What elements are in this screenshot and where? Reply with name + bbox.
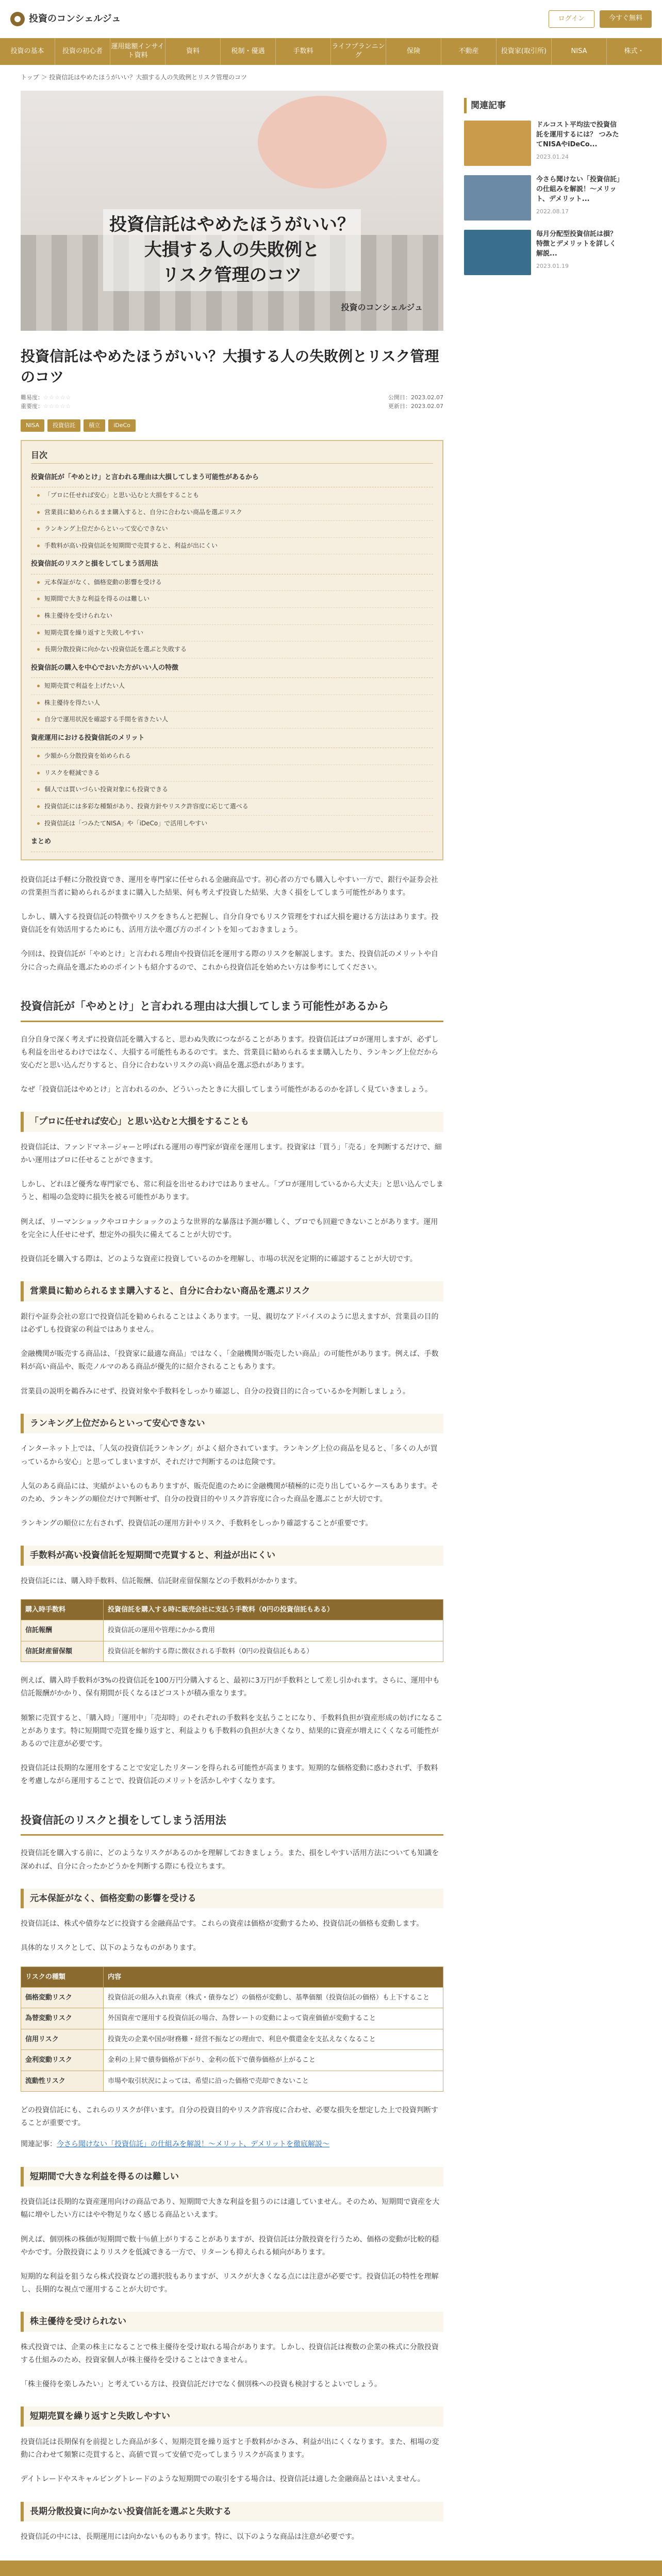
nav-item[interactable]: 税制・優遇 bbox=[221, 38, 276, 65]
subsection-heading: 元本保証がなく、価格変動の影響を受ける bbox=[21, 1889, 443, 1909]
toc-heading-link[interactable]: 投資信託が「やめとけ」と言われる理由は大損してしまう可能性があるから bbox=[31, 468, 433, 487]
nav-item[interactable]: 投資家(取引所) bbox=[496, 38, 552, 65]
table-row bbox=[21, 2071, 443, 2091]
table-header: 投資信託を購入する時に販売会社に支払う手数料（0円の投資信託もある） bbox=[104, 1600, 443, 1620]
toc-subheading-link[interactable]: 長期分散投資に向かない投資信託を選ぶと失敗する bbox=[31, 641, 433, 658]
paragraph: しかし、購入する投資信託の特徴やリスクをきちんと把握し、自分自身でもリスク管理をすれば大損を避ける方法はあります。投資信託を有効活用するためにも、活用方法や選び方のポイントを知っておきましょう。 bbox=[21, 912, 439, 935]
toc-heading-link[interactable]: まとめ bbox=[31, 832, 433, 852]
tag-list bbox=[21, 419, 443, 432]
table-cell: 流動性リスク bbox=[21, 2071, 104, 2091]
hero-image bbox=[21, 91, 443, 331]
table-cell: 金利の上昇で債券価格が下がり、金利の低下で債券価格が上がること bbox=[104, 2050, 443, 2071]
paragraph: なぜ「投資信託はやめとけ」と言われるのか、どういったときに大損してしまう可能性があるのかを詳しく見ていきましょう。 bbox=[21, 1086, 432, 1094]
table-cell: 外国資産で運用する投資信託の場合、為替レートの変動によって資産価値が変動すること bbox=[104, 2008, 443, 2029]
toc-subheading-link[interactable]: 個人では買いづらい投資対象にも投資できる bbox=[31, 782, 433, 799]
subsection-heading: 営業員に勧められるまま購入すると、自分に合わない商品を選ぶリスク bbox=[21, 1281, 443, 1301]
table-header: 購入時手数料 bbox=[21, 1600, 104, 1620]
toc-subheading-link[interactable]: 少額から分散投資を始められる bbox=[31, 748, 433, 765]
toc-heading-link[interactable]: 資産運用における投資信託のメリット bbox=[31, 728, 433, 748]
subsection-heading: 短期間で大きな利益を得るのは難しい bbox=[21, 2167, 443, 2187]
logo-mark-icon bbox=[10, 12, 25, 26]
paragraph: インターネット上では、「人気の投資信託ランキング」がよく紹介されています。ランキング上位の商品を見ると、「多くの人が買っているから安心」と思ってしまいますが、それだけで判断するのは危険です。 bbox=[21, 1445, 438, 1466]
table-cell: 投資信託の運用や管理にかかる費用 bbox=[104, 1620, 443, 1641]
toc-subheading-link[interactable]: 営業員に勧められるまま購入すると、自分に合わない商品を選ぶリスク bbox=[31, 504, 433, 521]
table-cell: 価格変動リスク bbox=[21, 1988, 104, 2008]
article-thumbnail[interactable] bbox=[464, 230, 531, 275]
paragraph: 人気のある商品には、実績がよいものもありますが、販売促進のために金融機関が積極的に売り出しているケースもあります。そのため、ランキングの順位だけで判断せず、自分の投資目的やリスク許容度に合った商品を選ぶことが大切です。 bbox=[21, 1482, 439, 1503]
difficulty-label: 難易度： bbox=[21, 394, 43, 401]
tag[interactable]: NISA bbox=[21, 419, 44, 432]
tag[interactable]: 投資信託 bbox=[47, 419, 80, 432]
paragraph: 投資信託は長期的な資産運用向けの商品であり、短期間で大きな利益を狙うのには適していません。そのため、短期間で資産を大幅に増やしたい方にはやや物足りなく感じる商品といえます。 bbox=[21, 2198, 440, 2219]
card-title[interactable]: ドルコスト平均法で投資信託を運用するには？ つみたてNISAやiDeCo... bbox=[536, 121, 619, 148]
paragraph: 投資信託の中には、長期運用には向かないものもあります。特に、以下のような商品は注意が必要です。 bbox=[21, 2533, 359, 2541]
paragraph: 投資信託は手軽に分散投資でき、運用を専門家に任せられる金融商品です。初心者の方でも購入しやすい一方で、銀行や証券会社の営業担当者に勧められるがままに購入した結果、何も考えず投資した結果、大きく損をしてしまう可能性があります。 bbox=[21, 875, 439, 897]
related-article-card[interactable] bbox=[464, 175, 621, 221]
toc-subheading-link[interactable]: 「プロに任せれば安心」と思い込むと大損をすることも bbox=[31, 487, 433, 504]
importance-stars: ☆☆☆☆☆ bbox=[43, 403, 72, 410]
paragraph: 例えば、個別株の株価が短期間で数十％値上がりすることがありますが、投資信託は分散投資を行うため、価格の変動が比較的穏やかです。分散投資によりリスクを低減できる一方で、リターンも抑えられる傾向があります。 bbox=[21, 2235, 439, 2257]
table-row bbox=[21, 1620, 443, 1641]
paragraph: 投資信託を購入する前に、どのようなリスクがあるのかを理解しておきましょう。また、損をしやすい活用方法についても知識を深めれば、自分に合ったかどうかを判断する際にも役立ちます。 bbox=[21, 1849, 439, 1871]
toc-subheading-link[interactable]: 元本保証がなく、価格変動の影響を受ける bbox=[31, 574, 433, 591]
subsection-heading: 株主優待を受けられない bbox=[21, 2312, 443, 2332]
tag[interactable]: 積立 bbox=[84, 419, 105, 432]
nav-item[interactable]: 投資の基本 bbox=[0, 38, 55, 65]
card-date: 2023.01.19 bbox=[536, 262, 569, 269]
paragraph: どの投資信託にも、これらのリスクが伴います。自分の投資目的やリスク許容度に合わせ、必要な損失を想定した上で投資判断することが重要です。 bbox=[21, 2106, 438, 2128]
table-row bbox=[21, 2029, 443, 2049]
signup-button[interactable]: 今すぐ無料 bbox=[600, 10, 652, 27]
article-meta bbox=[21, 393, 443, 411]
subsection-heading: 手数料が高い投資信託を短期間で売買すると、利益が出にくい bbox=[21, 1546, 443, 1566]
table-cell: 金利変動リスク bbox=[21, 2050, 104, 2071]
table-row bbox=[21, 1641, 443, 1662]
logo-text: 投資のコンシェルジュ bbox=[29, 13, 121, 24]
card-title[interactable]: 毎月分配型投資信託は損？特徴とデメリットを詳しく解説... bbox=[536, 230, 617, 258]
difficulty-stars: ☆☆☆☆☆ bbox=[43, 394, 72, 401]
site-logo[interactable] bbox=[10, 11, 121, 27]
subsection-heading: 短期売買を繰り返すと失敗しやすい bbox=[21, 2406, 443, 2427]
paragraph: 銀行や証券会社の窓口で投資信託を勧められることはよくあります。一見、親切なアドバイスのように思えますが、営業員の目的は必ずしも投資家の利益ではありません。 bbox=[21, 1312, 439, 1334]
site-header bbox=[0, 0, 662, 38]
paragraph: 自分自身で深く考えずに投資信託を購入すると、思わぬ失敗につながることがあります。投資信託はプロが運用しますが、必ずしも利益を出せるわけではなく、大損する可能性もあるのです。また、営業員に勧められるまま購入したり、ランキング上位だから安心だと思い込んだりすると、自分に合わないリスクの高い商品を選ぶ恐れがあります。 bbox=[21, 1035, 439, 1070]
toc-subheading-link[interactable]: 短期間で大きな利益を得るのは難しい bbox=[31, 591, 433, 608]
toc-subheading-link[interactable]: 投資信託は「つみたてNISA」や「iDeCo」で活用しやすい bbox=[31, 816, 433, 833]
breadcrumb: トップ ＞ 投資信託はやめたほうがいい？大損する人の失敗例とリスク管理のコツ bbox=[21, 74, 247, 81]
table-cell: 投資信託を解約する際に徴収される手数料（0円の投資信託もある） bbox=[104, 1641, 443, 1662]
importance-label: 重要度： bbox=[21, 403, 43, 410]
paragraph: 短期的な利益を狙うなら株式投資などの選択肢もありますが、リスクが大きくなる点には注意が必要です。投資信託の特性を理解し、長期的な視点で運用することが大切です。 bbox=[21, 2272, 439, 2294]
toc-subheading-link[interactable]: 短期売買で利益を上げたい人 bbox=[31, 678, 433, 695]
nav-item[interactable]: 手数料 bbox=[276, 38, 331, 65]
nav-item[interactable]: 株式・ bbox=[607, 38, 662, 65]
fee-table bbox=[21, 1599, 443, 1662]
paragraph: 投資信託は長期的な運用をすることで安定したリターンを得られる可能性が高まります。短期的な価格変動に惑わされず、手数料を考慮しながら運用することで、投資信託のメリットを活かしやすくなります。 bbox=[21, 1764, 438, 1786]
nav-item[interactable]: ライフプランニング bbox=[331, 38, 386, 65]
toc-subheading-link[interactable]: 株主優待を受けられない bbox=[31, 608, 433, 625]
login-button[interactable]: ログイン bbox=[549, 10, 594, 27]
toc-subheading-link[interactable]: 株主優待を得たい人 bbox=[31, 695, 433, 712]
table-row bbox=[21, 1988, 443, 2008]
section-heading: 投資信託が「やめとけ」と言われる理由は大損してしまう可能性があるから bbox=[21, 995, 443, 1022]
paragraph: 投資信託を購入する際は、どのような資産に投資しているのかを理解し、市場の状況を定期的に確認することが大切です。 bbox=[21, 1255, 417, 1263]
paragraph: 金融機関が販売する商品は、「投資家に最適な商品」ではなく、「金融機関が販売したい商品」の可能性があります。例えば、手数料が高い商品や、販売ノルマのある商品が優先的に紹介されることもあります。 bbox=[21, 1350, 439, 1371]
global-nav bbox=[0, 38, 662, 65]
nav-item[interactable]: 不動産 bbox=[441, 38, 496, 65]
nav-item[interactable]: 投資の初心者 bbox=[55, 38, 110, 65]
paragraph: 投資信託には、購入時手数料、信託報酬、信託財産留保額などの手数料がかかります。 bbox=[21, 1577, 302, 1585]
toc-heading-link[interactable]: 投資信託のリスクと損をしてしまう活用法 bbox=[31, 554, 433, 574]
article-main bbox=[21, 91, 443, 2576]
nav-item[interactable]: NISA bbox=[552, 38, 607, 65]
nav-item[interactable]: 資料 bbox=[166, 38, 221, 65]
paragraph: しかし、どれほど優秀な専門家でも、常に利益を出せるわけではありません。「プロが運用しているから大丈夫」と思い込んでしまうと、相場の急変時に損失を被る可能性があります。 bbox=[21, 1180, 443, 1202]
table-cell: 市場や取引状況によっては、希望に沿った価格で売却できないこと bbox=[104, 2071, 443, 2091]
table-cell: 為替変動リスク bbox=[21, 2008, 104, 2029]
nav-item[interactable]: 保険 bbox=[386, 38, 441, 65]
card-title[interactable]: 今さら聞けない「投資信託」の仕組みを解説！〜メリット、デメリット... bbox=[536, 176, 620, 203]
article-thumbnail[interactable] bbox=[464, 121, 531, 166]
paragraph: 株式投資では、企業の株主になることで株主優待を受け取れる場合があります。しかし、投資信託は複数の企業の株式に分散投資する仕組みのため、投資家個人が株主優待を受けることはできません。 bbox=[21, 2343, 439, 2365]
article-thumbnail[interactable] bbox=[464, 175, 531, 221]
table-cell: 信託報酬 bbox=[21, 1620, 104, 1641]
paragraph: 具体的なリスクとして、以下のようなものがあります。 bbox=[21, 1944, 201, 1953]
nav-item[interactable]: 運用総額インサイト資料 bbox=[110, 38, 166, 65]
page-footer-bar bbox=[0, 2561, 662, 2576]
toc-subheading-link[interactable]: 手数料が高い投資信託を短期間で売買すると、利益が出にくい bbox=[31, 538, 433, 555]
hero-brand: 投資のコンシェルジュ bbox=[341, 302, 423, 312]
paragraph: 投資信託は、ファンドマネージャーと呼ばれる運用の専門家が資産を運用します。投資家は「買う」「売る」を判断するだけで、細かい運用はプロに任せることができます。 bbox=[21, 1143, 442, 1165]
hero-title: 投資信託はやめたほうがいい？ 大損する人の失敗例と リスク管理のコツ bbox=[103, 209, 361, 292]
table-cell: 信託財産留保額 bbox=[21, 1641, 104, 1662]
card-date: 2022.08.17 bbox=[536, 208, 569, 215]
paragraph: 投資信託は長期保有を前提とした商品が多く、短期売買を繰り返すと手数料がかさみ、利益が出にくくなります。また、相場の変動に合わせて頻繁に売買すると、高値で買って安値で売ってしまうリスクが高まります。 bbox=[21, 2438, 439, 2460]
paragraph: 「株主優待を楽しみたい」と考えている方は、投資信託だけでなく個別株への投資も検討するとよいでしょう。 bbox=[21, 2380, 382, 2389]
table-cell: 投資信託の組み入れ資産（株式・債券など）の価格が変動し、基準価額（投資信託の価格）も上下すること bbox=[104, 1988, 443, 2008]
related-label: 関連記事： bbox=[21, 2140, 57, 2149]
tag[interactable]: iDeCo bbox=[108, 419, 136, 432]
table-row bbox=[21, 2050, 443, 2071]
toc-subheading-link[interactable]: ランキング上位だからといって安心できない bbox=[31, 521, 433, 538]
paragraph: デイトレードやスキャルピングトレードのような短期間での取引をする場合は、投資信託は適した金融商品とはいえません。 bbox=[21, 2475, 425, 2484]
table-header: リスクの種類 bbox=[21, 1967, 104, 1987]
table-cell: 信用リスク bbox=[21, 2029, 104, 2049]
toc-subheading-link[interactable]: 投資信託には多彩な種類があり、投資方針やリスク許容度に応じて選べる bbox=[31, 799, 433, 816]
toc-title: 目次 bbox=[31, 448, 433, 464]
updated-date: 更新日：2023.02.07 bbox=[388, 403, 443, 410]
subsection-heading: ランキング上位だからといって安心できない bbox=[21, 1414, 443, 1434]
toc-heading-link[interactable]: 投資信託の購入を中心でおいた方がいい人の特徴 bbox=[31, 658, 433, 678]
paragraph: 営業員の説明を鵜呑みにせず、投資対象や手数料をしっかり確認し、自分の投資目的に合っているかを判断しましょう。 bbox=[21, 1387, 410, 1396]
risk-table bbox=[21, 1967, 443, 2092]
sidebar-heading: 関連記事 bbox=[464, 98, 621, 114]
table-header: 内容 bbox=[104, 1967, 443, 1987]
paragraph: 今回は、投資信託が「やめとけ」と言われる理由や投資信託を運用する際のリスクを解説します。また、投資信託のメリットや自分に合った商品を選ぶためのポイントも紹介するので、これから投資信託を始めたい方は参考にしてください。 bbox=[21, 950, 439, 972]
table-cell: 投資先の企業や国が財務難・経営不振などの理由で、利息や償還金を支払えなくなること bbox=[104, 2029, 443, 2049]
table-of-contents bbox=[21, 440, 443, 860]
subsection-heading: 「プロに任せれば安心」と思い込むと大損をすることも bbox=[21, 1112, 443, 1132]
subsection-heading: 長期分散投資に向かない投資信託を選ぶと失敗する bbox=[21, 2502, 443, 2522]
article-title: 投資信託はやめたほうがいい？大損する人の失敗例とリスク管理のコツ bbox=[21, 347, 439, 386]
card-date: 2023.01.24 bbox=[536, 153, 569, 160]
section-heading: 投資信託のリスクと損をしてしまう活用法 bbox=[21, 1809, 443, 1836]
related-article-card[interactable] bbox=[464, 230, 621, 275]
paragraph: 頻繁に売買すると、「購入時」「運用中」「売却時」のそれぞれの手数料を支払うことになり、手数料負担が資産形成の妨げになることがあります。特に短期間で売買を繰り返すと、利益よりも手数料の負担が大きくなり、結果的に資産が増えにくくなる可能性があるので注意が必要です。 bbox=[21, 1714, 443, 1748]
published-date: 公開日：2023.02.07 bbox=[388, 394, 443, 401]
paragraph: 投資信託は、株式や債券などに投資する金融商品です。これらの資産は価格が変動するため、投資信託の価格も変動します。 bbox=[21, 1920, 424, 1928]
related-article-link[interactable]: 今さら聞けない「投資信託」の仕組みを解説！〜メリット、デメリットを徹底解説〜 bbox=[57, 2140, 330, 2149]
table-row bbox=[21, 2008, 443, 2029]
related-article-card[interactable] bbox=[464, 121, 621, 166]
toc-subheading-link[interactable]: 自分で運用状況を確認する手間を省きたい人 bbox=[31, 711, 433, 728]
toc-subheading-link[interactable]: リスクを軽減できる bbox=[31, 765, 433, 782]
paragraph: 例えば、購入時手数料が3%の投資信託を100万円分購入すると、最初に3万円が手数料として差し引かれます。さらに、運用中も信託報酬がかかり、保有期間が長くなるほどコストが積み重なります。 bbox=[21, 1676, 440, 1698]
paragraph: 例えば、リーマンショックやコロナショックのような世界的な暴落は予測が難しく、プロでも回避できないことがあります。運用を完全に人任せにせず、想定外の損失に備えてることが大切です。 bbox=[21, 1217, 438, 1239]
toc-subheading-link[interactable]: 短期売買を繰り返すと失敗しやすい bbox=[31, 625, 433, 642]
piggy-bank-illustration bbox=[258, 96, 387, 189]
related-link-block bbox=[21, 2138, 443, 2151]
paragraph: ランキングの順位に左右されず、投資信託の運用方針やリスク、手数料をしっかり確認することが重要です。 bbox=[21, 1519, 373, 1528]
sidebar bbox=[464, 91, 621, 2576]
